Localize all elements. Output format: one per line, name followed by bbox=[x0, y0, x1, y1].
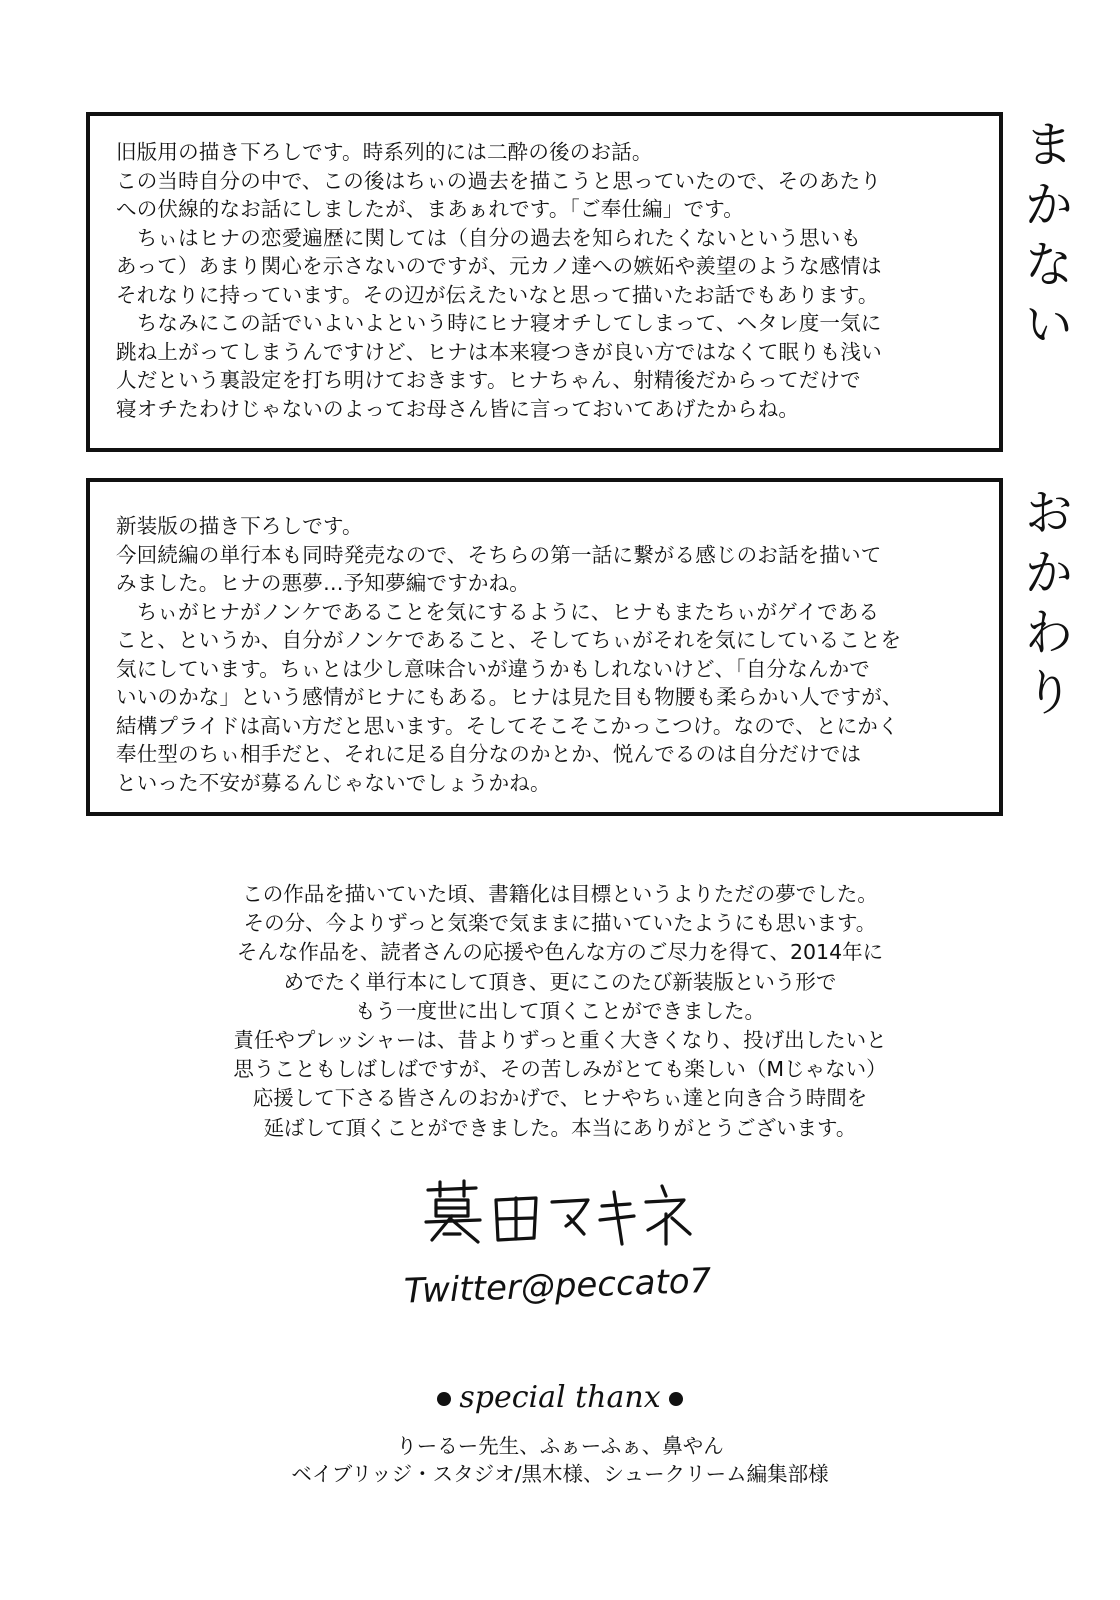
thanks-line-2: ベイブリッジ・スタジオ/黒木様、シュークリーム編集部様 bbox=[291, 1462, 829, 1486]
special-thanks-heading bbox=[360, 1380, 760, 1415]
twitter-handle: Twitter@peccato7 bbox=[403, 1260, 712, 1312]
section-title-okawari: おかわり bbox=[1016, 486, 1074, 726]
afterword-text: この作品を描いていた頃、書籍化は目標というよりただの夢でした。 その分、今よりずっと気楽で気ままに描いていたようにも思います。 そんな作品を、読者さんの応援や色んな方のご尽力を得て、2014年に めでたく単行本にして頂き、更にこのたび新装版という形で もう一度世に出して頂くことができました。 責任やプレッシャーは、昔よりずっと重く大きくなり、投げ出したいと 思うこともしばしばですが、その苦しみがとても楽しい（Mじゃない） 応援して下さる皆さんのおかげで、ヒナやちぃ達と向き合う時間を 延ばして頂くことができました。本当にありがとうございます。 bbox=[233, 882, 887, 1140]
signature-drawing bbox=[418, 1178, 698, 1248]
author-signature bbox=[418, 1178, 698, 1248]
section-title-makanai: まかない bbox=[1016, 118, 1074, 358]
notes-box-okawari bbox=[86, 478, 1003, 816]
bullet-dot-icon bbox=[669, 1392, 683, 1406]
bullet-dot-icon bbox=[437, 1392, 451, 1406]
notes-body-okawari: 新装版の描き下ろしです。 今回続編の単行本も同時発売なので、そちらの第一話に繋がる感じのお話を描いて みました。ヒナの悪夢…予知夢編ですかね。 ちぃがヒナがノンケであることを気にするように、ヒナもまたちぃがゲイである こと、というか、自分がノンケであること、そしてちぃがそれを気にしていることを 気にしています。ちぃとは少し意味合いが違うかもしれないけど、「自分なんかで いいのかな」という感情がヒナにもある。ヒナは見た目も物腰も柔らかい人ですが、 結構プライドは高い方だと思います。そしてそこそこかっこつけ。なので、とにかく 奉仕型のちぃ相手だと、それに足る自分なのかとか、悦んでるのは自分だけでは といった不安が募るんじゃないでしょうかね。 bbox=[116, 514, 903, 795]
notes-box-makanai bbox=[86, 112, 1003, 452]
special-thanks-title: special thanx bbox=[459, 1380, 661, 1415]
notes-body-makanai: 旧版用の描き下ろしです。時系列的には二酔の後のお話。 この当時自分の中で、この後はちぃの過去を描こうと思っていたので、そのあたり への伏線的なお話にしましたが、まあぁれです。「ご奉仕編」です。 ちぃはヒナの恋愛遍歴に関しては（自分の過去を知られたくないという思いも あって）あまり関心を示さないのですが、元カノ達への嫉妬や羨望のような感情は それなりに持っています。その辺が伝えたいなと思って描いたお話でもあります。 ちなみにこの話でいよいよという時にヒナ寝オチしてしまって、ヘタレ度一気に 跳ね上がってしまうんですけど、ヒナは本来寝つきが良い方ではなくて眠りも浅い 人だという裏設定を打ち明けておきます。ヒナちゃん、射精後だからってだけで 寝オチたわけじゃないのよってお母さん皆に言っておいてあげたからね。 bbox=[116, 140, 882, 421]
thanks-line-1: りーるー先生、ふぁーふぁ、鼻やん bbox=[396, 1434, 724, 1458]
